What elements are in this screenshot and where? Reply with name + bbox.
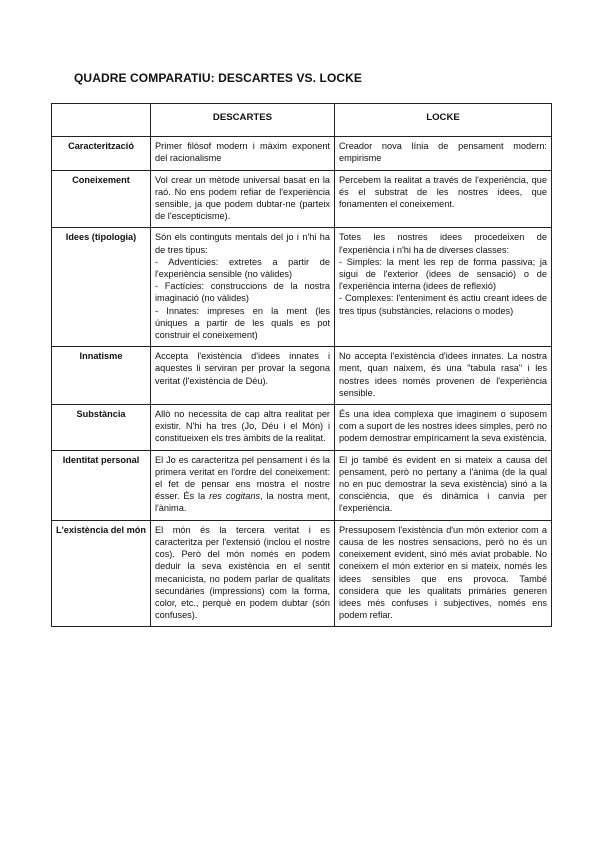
cell-list-item: - Factícies: construccions de la nostra imaginació (no vàlides) — [155, 281, 330, 304]
table-row — [52, 347, 552, 405]
cell-paragraph: El jo també és evident en si mateix a causa del pensament, però no pertany a l'ànima (de la qual no en puc demostrar la seva existència) sinó a la consciència, que és dinàmica i canvia per l'experiència. — [339, 454, 547, 514]
cell-paragraph: Allò no necessita de cap altra realitat per existir. N'hi ha tres (Jo, Déu i el Món) i constitueixen els tres àmbits de la realitat. — [155, 409, 330, 444]
table-row — [52, 520, 552, 627]
table-row — [52, 170, 552, 228]
row-label-caracteritzacio: Caracterització — [52, 137, 151, 170]
cell-paragraph: Creador nova línia de pensament modern: empirisme — [339, 141, 547, 164]
cell-paragraph: Percebem la realitat a través de l'experiència, que és el substrat de les nostres idees, que fonamenten el coneixement. — [339, 174, 547, 210]
cell-paragraph: Pressuposem l'existència d'un món exterior com a causa de les nostres sensacions, però no és un coneixement evident, sinó més aviat probable. No coneixem el món exterior en si mateix, només les idees sensibles que ens provoca. També considera que les qualitats primàries generen idees més confuses i subjectives, només ens podem refiar. — [339, 524, 547, 621]
table-row — [52, 405, 552, 451]
cell-list-item: - Simples: la ment les rep de forma passiva; ja sigui de l'exterior (idees de sensació) o de l'experiència interna (idees de reflexió) — [339, 256, 547, 292]
cell-paragraph: És una idea complexa que imaginem o suposem com a suport de les nostres idees simples, però no podem demostrar empíricament la seva existència. — [339, 409, 547, 444]
locke-cell — [335, 228, 552, 347]
table-row — [52, 137, 552, 170]
header-descartes: DESCARTES — [151, 104, 335, 137]
descartes-cell — [151, 520, 335, 627]
locke-cell — [335, 405, 552, 451]
descartes-cell — [151, 450, 335, 520]
descartes-cell — [151, 347, 335, 405]
cell-paragraph: Accepta l'existència d'idees innates i aquestes li serviran per provar la segona veritat (l'existència de Déu). — [155, 351, 330, 386]
descartes-cell — [151, 137, 335, 170]
text-run: , la nostra ment, l'ànima. — [155, 491, 331, 514]
row-label-idees: Idees (tipologia) — [52, 228, 151, 347]
header-locke: LOCKE — [335, 104, 552, 137]
latin-term: res cogitans — [209, 491, 261, 502]
locke-cell — [335, 170, 552, 228]
cell-paragraph: Són els continguts mentals del jo i n'hi ha de tres tipus: — [155, 232, 330, 255]
cell-list-item: - Complexes: l'enteniment és actiu creant idees de tres tipus (substàncies, relacions o modes) — [339, 293, 547, 316]
text-run: El Jo es caracteritza pel pensament i és la primera veritat en l'ordre del coneixement: el fet de pensar ens mostra el nostre ésser. És la — [155, 454, 330, 502]
cell-paragraph: Totes les nostres idees procedeixen de l'experiència i n'hi ha de diverses classes: — [339, 232, 547, 255]
descartes-cell — [151, 170, 335, 228]
comparison-table — [51, 103, 552, 627]
row-label-innatisme: Innatisme — [52, 347, 151, 405]
locke-cell — [335, 520, 552, 627]
cell-paragraph: Primer filòsof modern i màxim exponent del racionalisme — [155, 141, 330, 164]
row-label-identitat-personal: Identitat personal — [52, 450, 151, 520]
cell-paragraph: El món és la tercera veritat i es caracteritza per l'extensió (inclou el nostre cos). Però del món només en podem deduir la seva existència en el sentit mecanicista, no podem parlar de qualitats secundàries (impressions) com la forma, color, etc., perquè en podem dubtar (són confuses). — [155, 524, 330, 621]
row-label-existencia-mon: L'existència del món — [52, 520, 151, 627]
cell-list-item: - Adventícies: extretes a partir de l'experiència sensible (no vàlides) — [155, 256, 330, 280]
locke-cell — [335, 137, 552, 170]
locke-cell — [335, 450, 552, 520]
header-row — [52, 104, 552, 137]
descartes-cell — [151, 405, 335, 451]
row-label-substancia: Substància — [52, 405, 151, 451]
locke-cell — [335, 347, 552, 405]
header-empty-cell — [52, 104, 151, 137]
page-title: QUADRE COMPARATIU: DESCARTES VS. LOCKE — [74, 71, 363, 85]
cell-paragraph: Vol crear un mètode universal basat en la raó. No ens podem refiar de l'experiència sensible, ja que podem dubtar-ne (parteix de l'escepticisme). — [155, 174, 330, 222]
table-row — [52, 450, 552, 520]
descartes-cell — [151, 228, 335, 347]
cell-paragraph: No accepta l'existència d'idees innates. La nostra ment, quan naixem, és una "tabula rasa" i les nostres idees només provenen de l'experiència sensible. — [339, 351, 547, 398]
row-label-coneixement: Coneixement — [52, 170, 151, 228]
table-row — [52, 228, 552, 347]
cell-list-item: - Innates: impreses en la ment (les úniques a partir de les quals es pot construir el coneixement) — [155, 305, 330, 341]
cell-paragraph — [155, 454, 330, 515]
